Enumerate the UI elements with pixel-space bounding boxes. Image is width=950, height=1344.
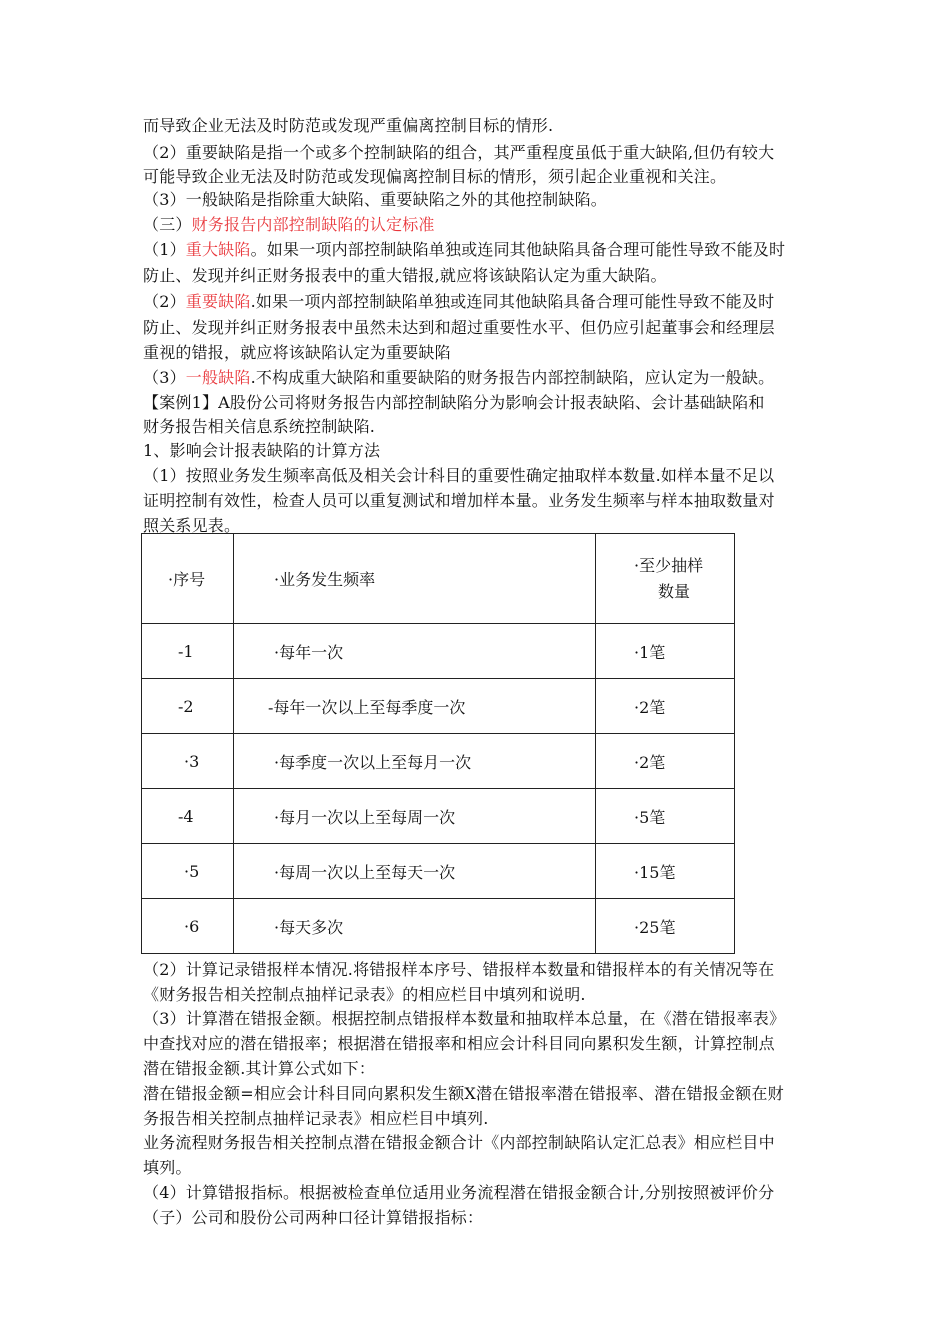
text-segment: 防止、发现并纠正财务报表中的重大错报,就应将该缺陷认定为重大缺陷。 <box>143 266 667 285</box>
text-line <box>143 212 823 238</box>
table-row <box>142 679 735 734</box>
cell-text-count: ·2笔 <box>634 697 666 717</box>
table-row <box>142 624 735 679</box>
header-count-label-2: 数量 <box>658 581 691 601</box>
text-line <box>143 315 823 341</box>
text-line <box>143 237 823 263</box>
text-line <box>143 187 823 213</box>
text-line <box>143 365 823 391</box>
table-cell-count <box>596 899 735 954</box>
text-segment: （3） <box>143 368 186 387</box>
cell-text-freq: ·每季度一次以上至每月一次 <box>274 752 472 772</box>
table-cell-freq <box>234 789 596 844</box>
table-row <box>142 789 735 844</box>
table-cell-count <box>596 734 735 789</box>
text-line: （3）计算潜在错报金额。根据控制点错报样本数量和抽取样本总量，在《潜在错报率表》 <box>143 1009 786 1028</box>
table-row <box>142 734 735 789</box>
frequency-sample-table <box>141 533 735 954</box>
cell-text-freq: ·每周一次以上至每天一次 <box>274 862 456 882</box>
text-segment: （2）重要缺陷是指一个或多个控制缺陷的组合，其严重程度虽低于重大缺陷,但仍有较大 <box>143 143 775 162</box>
table-cell-no <box>142 734 234 789</box>
text-line <box>143 340 823 366</box>
cell-text-no: -2 <box>178 696 194 716</box>
table-cell-count <box>596 844 735 899</box>
text-segment: 。如果一项内部控制缺陷单独或连同其他缺陷具备合理可能性导致不能及时 <box>250 240 786 259</box>
text-line: （2）计算记录错报样本情况.将错报样本序号、错报样本数量和错报样本的有关情况等在 <box>143 960 775 979</box>
text-line: 《财务报告相关控制点抽样记录表》的相应栏目中填列和说明. <box>143 985 586 1004</box>
text-line: （子）公司和股份公司两种口径计算错报指标： <box>143 1208 484 1227</box>
table-body <box>142 624 735 954</box>
cell-text-no: -4 <box>178 806 194 826</box>
text-segment: 防止、发现并纠正财务报表中虽然未达到和超过重要性水平、但仍应引起董事会和经理层 <box>143 318 775 337</box>
table-cell-freq <box>234 844 596 899</box>
cell-text-count: ·15笔 <box>634 862 676 882</box>
table-cell-no <box>142 789 234 844</box>
text-segment: .如果一项内部控制缺陷单独或连同其他缺陷具备合理可能性导致不能及时 <box>250 292 775 311</box>
text-line: 中查找对应的潜在错报率；根据潜在错报率和相应会计科目同向累积发生额，计算控制点 <box>143 1034 775 1053</box>
text-line <box>143 289 823 315</box>
cell-text-no: ·6 <box>184 916 200 936</box>
header-cell-count <box>596 534 735 624</box>
cell-text-freq: -每年一次以上至每季度一次 <box>268 697 466 717</box>
text-line <box>143 438 823 464</box>
text-segment: 证明控制有效性，检查人员可以重复测试和增加样本量。业务发生频率与样本抽取数量对 <box>143 491 775 510</box>
highlight-text: 重要缺陷 <box>185 292 251 311</box>
text-line <box>143 113 823 139</box>
text-line <box>143 414 823 440</box>
table-cell-freq <box>234 679 596 734</box>
table-row <box>142 899 735 954</box>
header-count-label-1: ·至少抽样 <box>634 555 704 575</box>
table-cell-count <box>596 624 735 679</box>
table-cell-no <box>142 624 234 679</box>
table-header-row <box>142 534 735 624</box>
cell-text-count: ·2笔 <box>634 752 666 772</box>
table-cell-freq <box>234 624 596 679</box>
text-line <box>143 140 823 166</box>
text-segment: 可能导致企业无法及时防范或发现偏离控制目标的情形，须引起企业重视和关注。 <box>143 167 727 186</box>
cell-text-count: ·1笔 <box>634 642 666 662</box>
text-segment: .不构成重大缺陷和重要缺陷的财务报告内部控制缺陷，应认定为一般缺。 <box>250 368 775 387</box>
cell-text-no: -1 <box>178 641 194 661</box>
text-line <box>143 390 823 416</box>
table-cell-no <box>142 844 234 899</box>
header-cell-freq <box>234 534 596 624</box>
text-segment: 而导致企业无法及时防范或发现严重偏离控制目标的情形. <box>143 116 554 135</box>
table-row <box>142 844 735 899</box>
text-segment: 【案例1】A股份公司将财务报告内部控制缺陷分为影响会计报表缺陷、会计基础缺陷和 <box>143 393 765 412</box>
text-line: 潜在错报金额=相应会计科目同向累积发生额X潜在错报率潜在错报率、潜在错报金额在财 <box>143 1084 784 1103</box>
text-segment: 1、影响会计报表缺陷的计算方法 <box>143 441 381 460</box>
text-line: 务报告相关控制点抽样记录表》相应栏目中填列. <box>143 1109 489 1128</box>
cell-text-freq: ·每年一次 <box>274 642 344 662</box>
table-cell-freq <box>234 899 596 954</box>
text-line: 填列。 <box>143 1158 192 1177</box>
text-segment: 照关系见表。 <box>143 516 241 535</box>
text-line: 业务流程财务报告相关控制点潜在错报金额合计《内部控制缺陷认定汇总表》相应栏目中 <box>143 1133 775 1152</box>
cell-text-freq: ·每天多次 <box>274 917 344 937</box>
text-segment: 财务报告相关信息系统控制缺陷. <box>143 417 376 436</box>
table-cell-count <box>596 679 735 734</box>
table-cell-freq <box>234 734 596 789</box>
header-freq-label: ·业务发生频率 <box>274 570 376 589</box>
text-segment: （2） <box>143 292 186 311</box>
text-segment: （1） <box>143 240 186 259</box>
highlight-text: 一般缺陷 <box>185 368 251 387</box>
header-cell-no <box>142 534 234 624</box>
cell-text-count: ·5笔 <box>634 807 666 827</box>
text-line <box>143 488 823 514</box>
table-cell-no <box>142 899 234 954</box>
table-cell-count <box>596 789 735 844</box>
text-line: （4）计算错报指标。根据被检查单位适用业务流程潜在错报金额合计,分别按照被评价分 <box>143 1183 775 1202</box>
text-segment: （三） <box>143 215 192 234</box>
cell-text-no: ·5 <box>184 861 200 881</box>
text-segment: （3）一般缺陷是指除重大缺陷、重要缺陷之外的其他控制缺陷。 <box>143 190 607 209</box>
text-segment: （1）按照业务发生频率高低及相关会计科目的重要性确定抽取样本数量.如样本量不足以 <box>143 466 775 485</box>
cell-text-no: ·3 <box>184 751 200 771</box>
cell-text-count: ·25笔 <box>634 917 676 937</box>
text-line <box>143 263 823 289</box>
table-cell-no <box>142 679 234 734</box>
header-no-label: ·序号 <box>168 570 206 589</box>
text-line <box>143 463 823 489</box>
highlight-text: 财务报告内部控制缺陷的认定标准 <box>191 215 435 234</box>
highlight-text: 重大缺陷 <box>185 240 251 259</box>
cell-text-freq: ·每月一次以上至每周一次 <box>274 807 456 827</box>
text-segment: 重视的错报，就应将该缺陷认定为重要缺陷 <box>143 343 451 362</box>
text-line: 潜在错报金额.其计算公式如下： <box>143 1059 376 1078</box>
